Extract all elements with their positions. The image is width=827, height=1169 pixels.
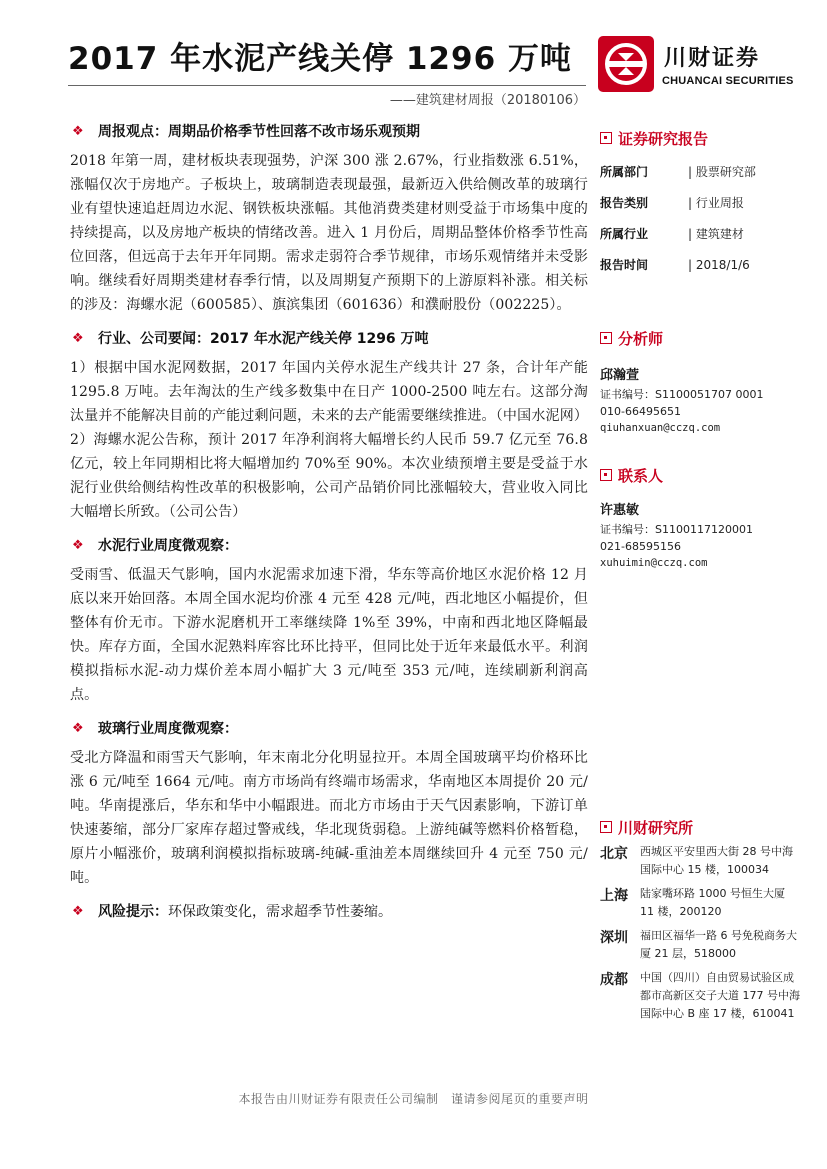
- analyst-card: [600, 364, 800, 437]
- main-column: [70, 120, 588, 922]
- office-item: 成都 中国（四川）自由贸易试验区成都市高新区交子大道 177 号中海国际中心 B 座 17 楼，610041: [600, 971, 800, 1020]
- diamond-bullet-icon: ❖: [72, 903, 84, 919]
- chuancai-logo-icon: [598, 36, 654, 92]
- risk-warning: [70, 900, 588, 922]
- square-bullet-icon: [600, 821, 612, 833]
- brand-name-en: CHUANCAI SECURITIES: [662, 75, 794, 87]
- analyst-name: 邱瀚萱: [600, 368, 640, 383]
- risk-text: 环保政策变化，需求超季节性萎缩。: [168, 904, 392, 920]
- office-item: 深圳 福田区福华一路 6 号免税商务大厦 21 层，518000: [600, 929, 797, 960]
- meta-row: 所属行业 | 建筑建材: [600, 227, 744, 241]
- section-paragraph: 1）根据中国水泥网数据，2017 年国内关停水泥生产线共计 27 条，合计年产能 1295.8 万吨。去年淘汰的生产线多数集中在日产 1000-2500 吨左右。这部分淘汰量并不能解决目前的产能过剩问题，未来的去产能需要继续推进。（中国水泥网）2）海螺水泥公告称，预计 2017 年净利润将大幅增长约人民币 59.7 亿元至 76.8 亿元，较上年同期相比将大幅增加约 70%至 90%。本次业绩预增主要是受益于水泥行业供给侧结构性改革的积极影响，公司产品销价同比涨幅较大，营业收入同比大幅增长所致。（公司公告）: [70, 360, 588, 520]
- diamond-bullet-icon: ❖: [72, 330, 84, 346]
- section-heading: 行业、公司要闻：2017 年水泥产线关停 1296 万吨: [98, 331, 429, 347]
- section-viewpoint: [70, 120, 588, 317]
- office-item: 上海 陆家嘴环路 1000 号恒生大厦 11 楼，200120: [600, 887, 785, 918]
- sidebar-heading-institute: 川财研究所: [618, 818, 694, 837]
- diamond-bullet-icon: ❖: [72, 537, 84, 553]
- sidebar-heading-report: 证券研究报告: [618, 129, 709, 148]
- page-footer: 本报告由川财证券有限责任公司编制 谨请参阅尾页的重要声明: [238, 1092, 589, 1106]
- office-item: 北京 西城区平安里西大街 28 号中海国际中心 15 楼，100034: [600, 845, 793, 876]
- section-heading: 周报观点：周期品价格季节性回落不改市场乐观预期: [98, 124, 420, 140]
- contact-card: [600, 499, 800, 572]
- sidebar-heading-contact: 联系人: [618, 466, 664, 485]
- meta-row: 报告类别 | 行业周报: [600, 196, 744, 210]
- section-heading: 玻璃行业周度微观察：: [98, 721, 238, 737]
- square-bullet-icon: [600, 132, 612, 144]
- diamond-bullet-icon: ❖: [72, 720, 84, 736]
- brand-name-cn: 川财证券: [664, 46, 761, 71]
- title-divider: [68, 85, 586, 86]
- report-meta: [600, 156, 800, 280]
- report-subtitle: ——建筑建材周报（20180106）: [389, 93, 586, 108]
- analyst-phone: 010-66495651: [600, 405, 681, 418]
- meta-row: 报告时间 | 2018/1/6: [600, 257, 750, 272]
- section-heading: 水泥行业周度微观察：: [98, 538, 238, 554]
- section-cement: [70, 534, 588, 707]
- contact-email[interactable]: xuhuimin@cczq.com: [600, 557, 708, 569]
- section-paragraph: 受雨雪、低温天气影响，国内水泥需求加速下滑，华东等高价地区水泥价格 12 月底以来开始回落。本周全国水泥均价涨 4 元至 428 元/吨，西北地区小幅提价，但整体有价无市。下游水泥磨机开工率继续降 1%至 39%，中南和西北地区降幅最快。库存方面，全国水泥熟料库容比环比持平，但同比处于近年来最低水平。利润模拟指标水泥-动力煤价差本周小幅扩大 3 元/吨至 353 元/吨，连续刷新利润高点。: [70, 567, 588, 703]
- contact-phone: 021-68595156: [600, 540, 681, 553]
- contact-name: 许惠敏: [600, 503, 640, 518]
- contact-cert: 证书编号：S1100117120001: [600, 523, 753, 536]
- section-news: [70, 327, 588, 524]
- report-title: 2017 年水泥产线关停 1296 万吨: [68, 41, 572, 77]
- analyst-cert: 证书编号：S1100051707 0001: [600, 388, 764, 401]
- risk-label: 风险提示：: [98, 904, 168, 920]
- office-list: [600, 843, 800, 1023]
- square-bullet-icon: [600, 332, 612, 344]
- analyst-email[interactable]: qiuhanxuan@cczq.com: [600, 422, 721, 434]
- square-bullet-icon: [600, 469, 612, 481]
- diamond-bullet-icon: ❖: [72, 123, 84, 139]
- sidebar: [600, 128, 800, 1023]
- meta-row: 所属部门 | 股票研究部: [600, 165, 756, 179]
- section-glass: [70, 717, 588, 890]
- section-paragraph: 2018 年第一周，建材板块表现强势，沪深 300 涨 2.67%，行业指数涨 6.51%，涨幅仅次于房地产。子板块上，玻璃制造表现最强，最新迈入供给侧改革的玻璃行业有望快速追赶周边水泥、钢铁板块涨幅。其他消费类建材则受益于市场集中度的持续提高，以及房地产板块的情绪改善。进入 1 月份后，周期品整体价格季节性高位回落，但远高于去年开年同期。需求走弱符合季节规律，市场乐观情绪并未受影响。继续看好周期类建材春季行情，以及周期复产预期下的上游原料补涨。相关标的涉及：海螺水泥（600585）、旗滨集团（601636）和濮耐股份（002225）。: [70, 153, 588, 313]
- sidebar-heading-analyst: 分析师: [618, 329, 664, 348]
- section-paragraph: 受北方降温和雨雪天气影响，年末南北分化明显拉开。本周全国玻璃平均价格环比涨 6 元/吨至 1664 元/吨。南方市场尚有终端市场需求，华南地区本周提价 20 元/吨。华南提涨后，华东和华中小幅跟进。而北方市场由于天气因素影响，下游订单快速萎缩，部分厂家库存超过警戒线，华北现货弱稳。上游纯碱等燃料价格暂稳，原片小幅涨价，玻璃利润模拟指标玻璃-纯碱-重油差本周继续回升 4 元至 750 元/吨。: [70, 750, 588, 886]
